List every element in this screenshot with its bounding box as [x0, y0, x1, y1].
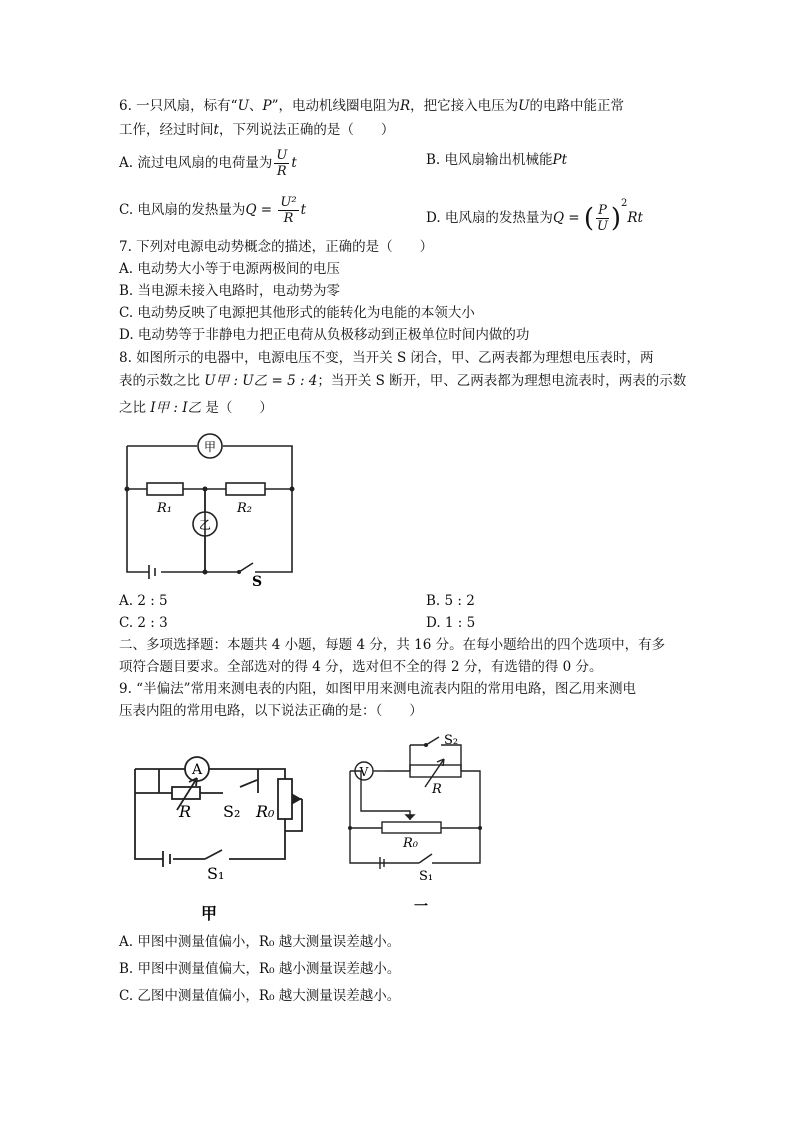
- q6-option-c-text: C. 电风扇的发热量为: [119, 202, 246, 218]
- q8-option-c: C. 2 : 3: [119, 615, 168, 631]
- q8-stem-part: ；当开关 S 断开，甲、乙两表都为理想电流表时，两表的示数: [317, 373, 687, 389]
- q9a-caption: 甲: [201, 904, 218, 923]
- q9b-slider-arrow-icon: [406, 815, 414, 819]
- q6-stem-part: ，把它接入电压为: [410, 98, 519, 114]
- q9-circuit-jia: [125, 733, 325, 925]
- q6-option-b-text: B. 电风扇输出机械能: [426, 152, 553, 168]
- q6-symbol-r: R: [399, 98, 411, 114]
- q8-meter-yi-label: 乙: [198, 518, 212, 532]
- q6-option-c-q: Q: [245, 202, 257, 218]
- q6-option-c: [119, 195, 306, 226]
- q9-option-a: A. 甲图中测量值偏小，R₀ 越大测量误差越小。: [119, 934, 401, 950]
- q9b-r-label: R: [432, 782, 442, 797]
- q9-stem-line1: 9. “半偏法”常用来测电表的内阻，如图甲用来测电流表内阻的常用电路，图乙用来测电: [119, 681, 636, 697]
- q9-option-c: C. 乙图中测量值偏小，R₀ 越大测量误差越小。: [119, 988, 401, 1004]
- q6-symbol-p: P: [262, 98, 272, 114]
- q8-wires: [127, 446, 292, 572]
- fraction-numerator: U²: [280, 195, 297, 210]
- fraction-denominator: R: [276, 164, 287, 179]
- q9a-r0-label: R₀: [256, 802, 275, 821]
- q8-switch-label: S: [252, 574, 263, 590]
- q6-option-d-text: D. 电风扇的发热量为: [426, 210, 553, 226]
- q6-stem-part: 工作，经过时间: [119, 122, 214, 138]
- section2-heading-line2: 项符合题目要求。全部选对的得 4 分，选对但不全的得 2 分，有选错的得 0 分。: [119, 659, 603, 675]
- q8-stem-line2: [119, 372, 686, 390]
- q6-stem-part: ，下列说法正确的是（ ）: [218, 122, 395, 138]
- q8-option-b: B. 5 : 2: [426, 593, 475, 609]
- q6-option-b-expr: Pt: [552, 152, 568, 168]
- q8-junction: [125, 487, 130, 492]
- q9a-rheostat-r0: [278, 779, 292, 819]
- q6-option-d-eq: =: [564, 210, 584, 226]
- q9-circuit-yi: [340, 733, 500, 913]
- q9b-rheostat-r0: [382, 822, 441, 833]
- q6-stem-part: 6. 一只风扇，标有“: [119, 98, 238, 114]
- q8-meter-jia-label: 甲: [203, 440, 217, 454]
- q6-option-c-tail: t: [300, 202, 307, 218]
- q6-symbol-u2: U: [518, 98, 530, 114]
- q6-symbol-u: U: [237, 98, 249, 114]
- q9a-battery-icon: [163, 851, 170, 867]
- q9b-voltmeter-label: V: [359, 765, 369, 779]
- q6-option-d-q: Q: [552, 210, 565, 226]
- q9a-s1-label: S₁: [207, 864, 225, 883]
- q9a-s2-label: S₂: [223, 802, 241, 821]
- q9b-switch-s2-lever: [426, 737, 439, 745]
- q9b-junction: [478, 826, 482, 830]
- q8-stem-part: 是（ ）: [201, 400, 273, 416]
- q9-option-b: B. 甲图中测量值偏大，R₀ 越小测量误差越小。: [119, 961, 401, 977]
- q6-option-d: [426, 195, 643, 234]
- q6-option-d-tail: Rt: [627, 210, 643, 226]
- q6-option-c-eq: =: [256, 202, 277, 218]
- q6-option-a: [119, 148, 297, 179]
- q9a-ammeter-label: A: [191, 762, 203, 778]
- q7-stem: 7. 下列对电源电动势概念的描述，正确的是（ ）: [119, 239, 434, 255]
- q8-circuit-diagram: [115, 430, 305, 590]
- q8-resistor-r1: [147, 483, 183, 495]
- q6-option-a-fraction: [274, 148, 289, 179]
- q9-stem-line2: 压表内阻的常用电路，以下说法正确的是：（ ）: [119, 703, 423, 719]
- q8-option-d: D. 1 : 5: [426, 615, 476, 631]
- q9b-s2-label: S₂: [444, 733, 459, 748]
- q6-stem-part: 的电路中能正常: [529, 98, 625, 114]
- q9b-caption: 一: [414, 899, 428, 913]
- q9a-rheostat-slider-wire: [285, 799, 302, 831]
- q8-battery-icon: [149, 565, 155, 579]
- fraction-denominator: U: [596, 219, 608, 234]
- q8-junction: [290, 487, 295, 492]
- q6-symbol-t: t: [213, 122, 219, 138]
- q9b-junction: [348, 826, 352, 830]
- q8-option-a: A. 2 : 5: [119, 593, 168, 609]
- q8-switch-pivot: [237, 570, 241, 574]
- q6-stem-line1: [119, 97, 624, 115]
- q8-stem-part: 之比: [119, 400, 151, 416]
- q8-junction: [203, 487, 208, 492]
- q6-option-a-tail: t: [291, 155, 297, 171]
- q6-option-d-fraction: [596, 203, 609, 234]
- q6-option-a-text: A. 流过电风扇的电荷量为: [119, 155, 273, 171]
- q6-stem-line2: [119, 121, 394, 139]
- q6-stem-part: ”，电动机线圈电阻为: [271, 98, 400, 114]
- q8-stem-part: 表的示数之比: [119, 373, 205, 389]
- q9a-r-label: R: [179, 802, 192, 821]
- q6-stem-part: 、: [248, 98, 263, 114]
- q8-ratio-u: U甲 : U乙 = 5 : 4: [204, 373, 318, 389]
- q6-option-d-exponent: 2: [620, 198, 628, 209]
- q7-option-b: B. 当电源未接入电路时，电动势为零: [119, 283, 341, 299]
- q8-ratio-i: I甲 : I乙: [150, 400, 202, 416]
- q7-option-c: C. 电动势反映了电源把其他形式的能转化为电能的本领大小: [119, 305, 475, 321]
- q7-option-d: D. 电动势等于非静电力把正电荷从负极移动到正极单位时间内做的功: [119, 327, 530, 343]
- q8-switch-lever: [239, 563, 253, 572]
- q9b-r0-label: R₀: [403, 836, 418, 851]
- q9a-switch-s1-lever: [205, 850, 222, 859]
- fraction-numerator: U: [276, 148, 288, 163]
- q6-option-c-fraction: [278, 195, 298, 226]
- q6-option-b: [426, 151, 567, 169]
- q9b-s1-label: S₁: [419, 869, 434, 884]
- q8-stem-line3: [119, 399, 273, 417]
- q9a-slider-arrow-icon: [293, 795, 300, 803]
- q8-r2-label: R₂: [237, 501, 252, 516]
- q9b-switch-s1-lever: [419, 854, 432, 863]
- right-paren: ): [610, 203, 621, 234]
- q8-junction: [203, 570, 208, 575]
- q8-r1-label: R₁: [157, 501, 172, 516]
- left-paren: (: [583, 203, 595, 234]
- fraction-numerator: P: [598, 203, 607, 218]
- q9b-switch-pivot: [424, 743, 428, 747]
- section2-heading-line1: 二、多项选择题：本题共 4 小题，每题 4 分，共 16 分。在每小题给出的四个选项中，有多: [119, 637, 666, 653]
- q8-stem-line1: 8. 如图所示的电器中，电源电压不变，当开关 S 闭合，甲、乙两表都为理想电压表时，两: [119, 350, 654, 366]
- q8-resistor-r2: [226, 483, 265, 495]
- fraction-denominator: R: [283, 211, 294, 226]
- q7-option-a: A. 电动势大小等于电源两极间的电压: [119, 261, 340, 277]
